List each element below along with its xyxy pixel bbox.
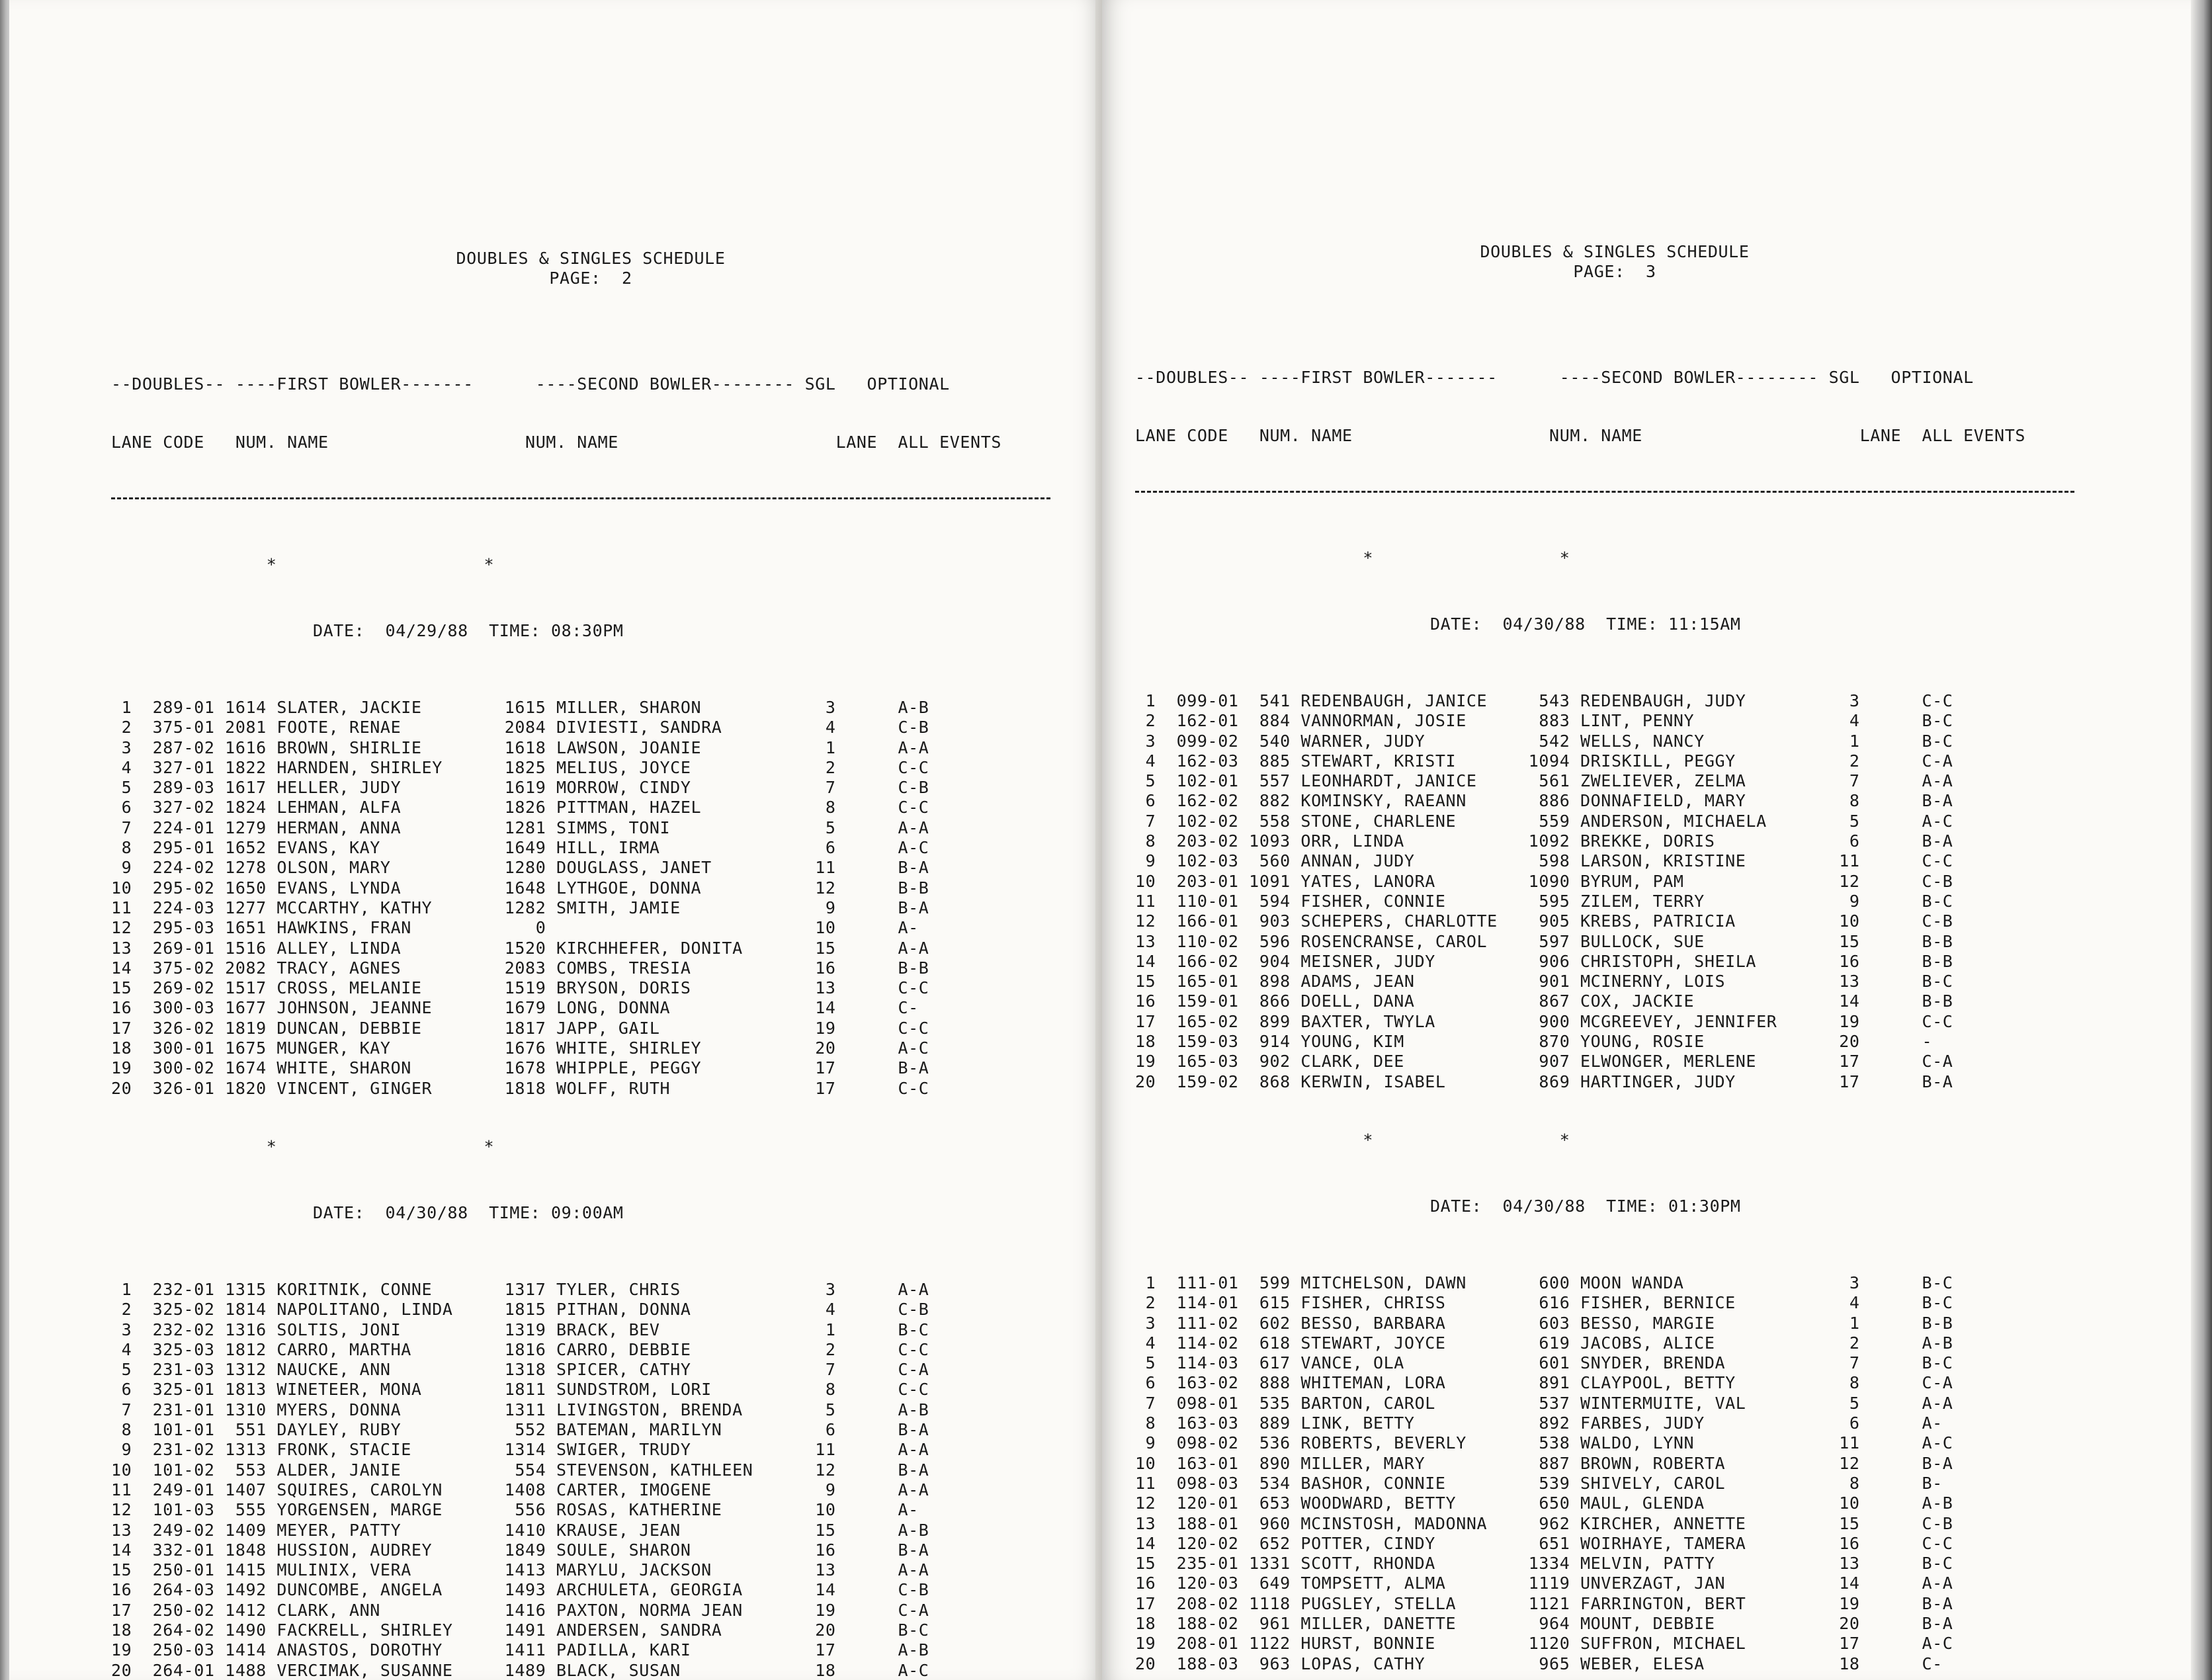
section-date-time: DATE: 04/30/88 TIME: 09:00AM (313, 1202, 624, 1222)
schedule-row: 2 114-01 615 FISHER, CHRISS 616 FISHER, BERNICE 4 B-C (1135, 1293, 1953, 1313)
schedule-row: 5 102-01 557 LEONHARDT, JANICE 561 ZWELIEVER, ZELMA 7 A-A (1135, 771, 1953, 791)
asterisk-marks: * * (1135, 548, 1570, 567)
schedule-row: 6 162-02 882 KOMINSKY, RAEANN 886 DONNAFIELD, MARY 8 B-A (1135, 791, 1953, 811)
schedule-row: 19 250-03 1414 ANASTOS, DOROTHY 1411 PADILLA, KARI 17 A-B (111, 1640, 929, 1660)
schedule-row: 10 295-02 1650 EVANS, LYNDA 1648 LYTHGOE, DONNA 12 B-B (111, 878, 929, 898)
schedule-row: 6 327-02 1824 LEHMAN, ALFA 1826 PITTMAN, HAZEL 8 C-C (111, 798, 929, 818)
header-divider (1135, 491, 2074, 493)
schedule-row: 15 269-02 1517 CROSS, MELANIE 1519 BRYSON, DORIS 13 C-C (111, 978, 929, 998)
schedule-row: 13 249-02 1409 MEYER, PATTY 1410 KRAUSE, JEAN 15 A-B (111, 1520, 929, 1540)
schedule-row: 14 375-02 2082 TRACY, AGNES 2083 COMBS, TRESIA 16 B-B (111, 958, 929, 978)
page-left (9, 0, 1102, 1680)
schedule-row: 4 162-03 885 STEWART, KRISTI 1094 DRISKILL, PEGGY 2 C-A (1135, 751, 1953, 771)
schedule-row: 4 114-02 618 STEWART, JOYCE 619 JACOBS, ALICE 2 A-B (1135, 1333, 1953, 1353)
schedule-row: 18 300-01 1675 MUNGER, KAY 1676 WHITE, SHIRLEY 20 A-C (111, 1038, 929, 1058)
schedule-row: 17 250-02 1412 CLARK, ANN 1416 PAXTON, NORMA JEAN 19 C-A (111, 1600, 929, 1620)
schedule-row: 14 332-01 1848 HUSSION, AUDREY 1849 SOULE, SHARON 16 B-A (111, 1540, 929, 1560)
schedule-section-2 (1135, 1273, 2074, 1674)
schedule-row: 7 098-01 535 BARTON, CAROL 537 WINTERMUITE, VAL 5 A-A (1135, 1393, 1953, 1413)
schedule-row: 20 326-01 1820 VINCENT, GINGER 1818 WOLFF, RUTH 17 C-C (111, 1078, 929, 1098)
schedule-row: 12 101-03 555 YORGENSEN, MARGE 556 ROSAS, KATHERINE 10 A- (111, 1500, 919, 1520)
schedule-row: 14 166-02 904 MEISNER, JUDY 906 CHRISTOPH, SHEILA 16 B-B (1135, 951, 1953, 971)
schedule-row: 10 101-02 553 ALDER, JANIE 554 STEVENSON, KATHLEEN 12 B-A (111, 1460, 929, 1480)
schedule-row: 8 203-02 1093 ORR, LINDA 1092 BREKKE, DORIS 6 B-A (1135, 831, 1953, 851)
asterisk-marks: * * (111, 1136, 495, 1156)
section-date-time: DATE: 04/30/88 TIME: 11:15AM (1430, 614, 1741, 634)
schedule-row: 5 289-03 1617 HELLER, JUDY 1619 MORROW, CINDY 7 C-B (111, 778, 929, 798)
schedule-row: 19 300-02 1674 WHITE, SHARON 1678 WHIPPLE, PEGGY 17 B-A (111, 1058, 929, 1078)
page-right (1102, 0, 2191, 1680)
schedule-row: 16 120-03 649 TOMPSETT, ALMA 1119 UNVERZAGT, JAN 14 A-A (1135, 1574, 1953, 1593)
schedule-row: 16 264-03 1492 DUNCOMBE, ANGELA 1493 ARCHULETA, GEORGIA 14 C-B (111, 1580, 929, 1600)
schedule-section-1 (1135, 691, 2074, 1092)
schedule-row: 11 098-03 534 BASHOR, CONNIE 539 SHIVELY, CAROL 8 B- (1135, 1473, 1943, 1493)
schedule-row: 4 327-01 1822 HARNDEN, SHIRLEY 1825 MELIUS, JOYCE 2 C-C (111, 757, 929, 777)
schedule-row: 1 289-01 1614 SLATER, JACKIE 1615 MILLER, SHARON 3 A-B (111, 698, 929, 717)
schedule-row: 16 300-03 1677 JOHNSON, JEANNE 1679 LONG, DONNA 14 C- (111, 998, 919, 1018)
schedule-row: 20 159-02 868 KERWIN, ISABEL 869 HARTINGER, JUDY 17 B-A (1135, 1071, 1953, 1091)
schedule-row: 17 165-02 899 BAXTER, TWYLA 900 MCGREEVEY, JENNIFER 19 C-C (1135, 1011, 1953, 1031)
schedule-row: 18 188-02 961 MILLER, DANETTE 964 MOUNT, DEBBIE 20 B-A (1135, 1613, 1953, 1633)
schedule-row: 3 111-02 602 BESSO, BARBARA 603 BESSO, MARGIE 1 B-B (1135, 1313, 1953, 1333)
schedule-row: 17 208-02 1118 PUGSLEY, STELLA 1121 FARRINGTON, BERT 19 B-A (1135, 1593, 1953, 1613)
schedule-row: 18 159-03 914 YOUNG, KIM 870 YOUNG, ROSIE 20 - (1135, 1032, 1933, 1052)
section-date-time: DATE: 04/29/88 TIME: 08:30PM (313, 621, 624, 640)
schedule-row: 1 099-01 541 REDENBAUGH, JANICE 543 REDENBAUGH, JUDY 3 C-C (1135, 691, 1953, 710)
schedule-row: 13 269-01 1516 ALLEY, LINDA 1520 KIRCHHEFER, DONITA 15 A-A (111, 938, 929, 958)
column-header-line-2: LANE CODE NUM. NAME NUM. NAME LANE ALL EVENTS (111, 433, 1002, 452)
column-header-line-1: --DOUBLES-- ----FIRST BOWLER------- ----SECOND BOWLER-------- SGL OPTIONAL (111, 374, 950, 394)
schedule-row: 7 102-02 558 STONE, CHARLENE 559 ANDERSON, MICHAELA 5 A-C (1135, 811, 1953, 831)
schedule-row: 15 165-01 898 ADAMS, JEAN 901 MCINERNY, LOIS 13 B-C (1135, 972, 1953, 991)
schedule-row: 8 295-01 1652 EVANS, KAY 1649 HILL, IRMA 6 A-C (111, 838, 929, 858)
page-header (111, 249, 1050, 336)
schedule-row: 13 188-01 960 MCINSTOSH, MADONNA 962 KIRCHER, ANNETTE 15 C-B (1135, 1513, 1953, 1533)
page-header (1135, 242, 2074, 329)
schedule-row: 12 120-01 653 WOODWARD, BETTY 650 MAUL, GLENDA 10 A-B (1135, 1493, 1953, 1513)
schedule-row: 9 231-02 1313 FRONK, STACIE 1314 SWIGER, TRUDY 11 A-A (111, 1440, 929, 1460)
schedule-row: 6 325-01 1813 WINETEER, MONA 1811 SUNDSTROM, LORI 8 C-C (111, 1380, 929, 1400)
schedule-section-1 (111, 698, 1050, 1099)
schedule-row: 12 166-01 903 SCHEPERS, CHARLOTTE 905 KREBS, PATRICIA 10 C-B (1135, 911, 1953, 931)
schedule-row: 4 325-03 1812 CARRO, MARTHA 1816 CARRO, DEBBIE 2 C-C (111, 1339, 929, 1359)
page-number: PAGE: 2 (549, 269, 632, 288)
schedule-row: 17 326-02 1819 DUNCAN, DEBBIE 1817 JAPP, GAIL 19 C-C (111, 1018, 929, 1038)
schedule-row: 10 163-01 890 MILLER, MARY 887 BROWN, ROBERTA 12 B-A (1135, 1453, 1953, 1473)
schedule-section-2 (111, 1280, 1050, 1680)
schedule-row: 15 235-01 1331 SCOTT, RHONDA 1334 MELVIN, PATTY 13 B-C (1135, 1554, 1953, 1574)
column-header-line-1: --DOUBLES-- ----FIRST BOWLER------- ----SECOND BOWLER-------- SGL OPTIONAL (1135, 368, 1974, 387)
asterisk-marks: * * (1135, 1130, 1570, 1150)
schedule-row: 3 099-02 540 WARNER, JUDY 542 WELLS, NANCY 1 B-C (1135, 731, 1953, 751)
schedule-row: 16 159-01 866 DOELL, DANA 867 COX, JACKIE 14 B-B (1135, 991, 1953, 1011)
schedule-row: 11 224-03 1277 MCCARTHY, KATHY 1282 SMITH, JAMIE 9 B-A (111, 898, 929, 917)
schedule-title: DOUBLES & SINGLES SCHEDULE (1480, 242, 1750, 261)
schedule-row: 9 098-02 536 ROBERTS, BEVERLY 538 WALDO, LYNN 11 A-C (1135, 1433, 1953, 1453)
header-divider (111, 497, 1050, 499)
schedule-row: 8 101-01 551 DAYLEY, RUBY 552 BATEMAN, MARILYN 6 B-A (111, 1420, 929, 1440)
schedule-row: 11 249-01 1407 SQUIRES, CAROLYN 1408 CARTER, IMOGENE 9 A-A (111, 1480, 929, 1499)
schedule-row: 8 163-03 889 LINK, BETTY 892 FARBES, JUDY 6 A- (1135, 1413, 1943, 1433)
schedule-row: 15 250-01 1415 MULINIX, VERA 1413 MARYLU, JACKSON 13 A-A (111, 1560, 929, 1580)
schedule-page-2 (111, 210, 1050, 1680)
section-date-time: DATE: 04/30/88 TIME: 01:30PM (1430, 1196, 1741, 1216)
schedule-row: 11 110-01 594 FISHER, CONNIE 595 ZILEM, TERRY 9 B-C (1135, 891, 1953, 911)
schedule-row: 7 224-01 1279 HERMAN, ANNA 1281 SIMMS, TONI 5 A-A (111, 818, 929, 837)
schedule-row: 12 295-03 1651 HAWKINS, FRAN 0 10 A- (111, 918, 919, 938)
schedule-row: 1 232-01 1315 KORITNIK, CONNE 1317 TYLER, CHRIS 3 A-A (111, 1279, 929, 1299)
booklet-edge-right (2191, 0, 2212, 1680)
schedule-row: 1 111-01 599 MITCHELSON, DAWN 600 MOON WANDA 3 B-C (1135, 1273, 1953, 1292)
schedule-row: 9 102-03 560 ANNAN, JUDY 598 LARSON, KRISTINE 11 C-C (1135, 851, 1953, 871)
schedule-row: 2 325-02 1814 NAPOLITANO, LINDA 1815 PITHAN, DONNA 4 C-B (111, 1300, 929, 1320)
schedule-row: 18 264-02 1490 FACKRELL, SHIRLEY 1491 ANDERSEN, SANDRA 20 B-C (111, 1620, 929, 1640)
schedule-row: 19 165-03 902 CLARK, DEE 907 ELWONGER, MERLENE 17 C-A (1135, 1052, 1953, 1071)
schedule-row: 2 375-01 2081 FOOTE, RENAE 2084 DIVIESTI, SANDRA 4 C-B (111, 718, 929, 737)
schedule-row: 5 114-03 617 VANCE, OLA 601 SNYDER, BRENDA 7 B-C (1135, 1353, 1953, 1373)
schedule-row: 20 264-01 1488 VERCIMAK, SUSANNE 1489 BLACK, SUSAN 18 A-C (111, 1660, 929, 1680)
asterisk-marks: * * (111, 555, 495, 574)
schedule-row: 10 203-01 1091 YATES, LANORA 1090 BYRUM, PAM 12 C-B (1135, 871, 1953, 891)
schedule-row: 2 162-01 884 VANNORMAN, JOSIE 883 LINT, PENNY 4 B-C (1135, 711, 1953, 731)
schedule-row: 14 120-02 652 POTTER, CINDY 651 WOIRHAYE, TAMERA 16 C-C (1135, 1533, 1953, 1553)
schedule-row: 7 231-01 1310 MYERS, DONNA 1311 LIVINGSTON, BRENDA 5 A-B (111, 1400, 929, 1419)
schedule-row: 9 224-02 1278 OLSON, MARY 1280 DOUGLASS, JANET 11 B-A (111, 858, 929, 878)
column-header-line-2: LANE CODE NUM. NAME NUM. NAME LANE ALL EVENTS (1135, 426, 2026, 445)
schedule-row: 20 188-03 963 LOPAS, CATHY 965 WEBER, ELESA 18 C- (1135, 1654, 1943, 1673)
schedule-row: 5 231-03 1312 NAUCKE, ANN 1318 SPICER, CATHY 7 C-A (111, 1360, 929, 1380)
schedule-row: 3 287-02 1616 BROWN, SHIRLIE 1618 LAWSON, JOANIE 1 A-A (111, 737, 929, 757)
schedule-row: 19 208-01 1122 HURST, BONNIE 1120 SUFFRON, MICHAEL 17 A-C (1135, 1634, 1953, 1654)
schedule-page-3 (1135, 204, 2074, 1680)
schedule-row: 13 110-02 596 ROSENCRANSE, CAROL 597 BULLOCK, SUE 15 B-B (1135, 931, 1953, 951)
page-number: PAGE: 3 (1573, 262, 1656, 281)
schedule-title: DOUBLES & SINGLES SCHEDULE (456, 249, 726, 268)
schedule-row: 3 232-02 1316 SOLTIS, JONI 1319 BRACK, BEV 1 B-C (111, 1320, 929, 1339)
schedule-row: 6 163-02 888 WHITEMAN, LORA 891 CLAYPOOL, BETTY 8 C-A (1135, 1373, 1953, 1393)
